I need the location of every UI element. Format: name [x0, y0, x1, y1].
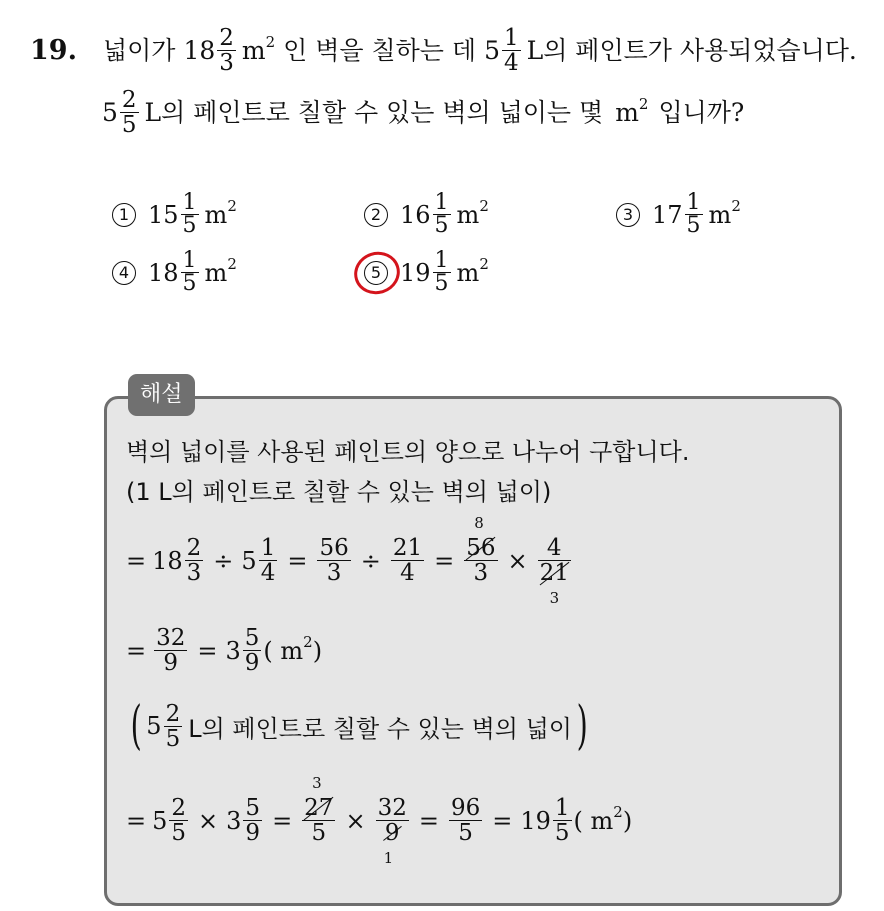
choice-number-icon: 5 [364, 261, 388, 285]
paint-new-mixed-number: 5 $\frac{2}{5}$ [102, 87, 137, 138]
question-text-d: L의 페인트로 칠할 수 있는 벽의 넓이는 몇 [144, 97, 604, 127]
question-line-1: 19. 넓이가 18 $\frac{2}{3}$ m 2 인 벽을 칠하는 데 5 $\frac{1}{4}$ L의 페인트가 사용되었습니다. [30, 25, 857, 76]
question-number: 19. [30, 34, 77, 66]
question-text-b: 인 벽을 칠하는 데 [283, 35, 477, 65]
choice-1[interactable]: 1 15 $\frac{1}{5}$ m 2 [112, 192, 237, 237]
solution-tag: 해설 [128, 374, 195, 416]
solution-equation-1: = 18 $\frac{2}{3}$ ÷ 5 $\frac{1}{4}$ = $\frac{56}{3}$ ÷ $\frac{21}{4}$ = 8 56 3 × 4 21 3 [126, 514, 569, 607]
question-text-c: L의 페인트가 사용되었습니다. [526, 35, 857, 65]
choice-2[interactable]: 2 16 $\frac{1}{5}$ m 2 [364, 192, 489, 237]
choice-number-icon: 3 [616, 203, 640, 227]
solution-equation-3: = 5 $\frac{2}{5}$ × 3 $\frac{5}{9}$ = 3 27 5 × 32 9 1 = $\frac{96}{5}$ = 19 $\frac{1}{5}$ ( m 2 ) [126, 774, 633, 867]
solution-line-2: (1 L의 페인트로 칠할 수 있는 벽의 넓이) [126, 478, 552, 506]
choice-number-icon: 4 [112, 261, 136, 285]
solution-line-1: 벽의 넓이를 사용된 페인트의 양으로 나누어 구합니다. [126, 438, 690, 466]
choice-number-icon: 1 [112, 203, 136, 227]
choice-number-icon: 2 [364, 203, 388, 227]
solution-line-3: ( 5 $\frac{2}{5}$ L의 페인트로 칠할 수 있는 벽의 넓이 ) [130, 696, 588, 756]
choice-5[interactable]: 5 19 $\frac{1}{5}$ m 2 [364, 250, 489, 295]
unit-m: m [241, 35, 266, 65]
solution-equation-2: = $\frac{32}{9}$ = 3 $\frac{5}{9}$ ( m 2 ) [126, 625, 323, 676]
question-text-a: 넓이가 [102, 35, 176, 65]
choice-3[interactable]: 3 17 $\frac{1}{5}$ m 2 [616, 192, 741, 237]
area-mixed-number: 18 $\frac{2}{3}$ [183, 25, 234, 76]
choice-4[interactable]: 4 18 $\frac{1}{5}$ m 2 [112, 250, 237, 295]
question-line-2: 5 $\frac{2}{5}$ L의 페인트로 칠할 수 있는 벽의 넓이는 몇 m 2 입니까? [102, 87, 745, 138]
paint-used-mixed-number: 5 $\frac{1}{4}$ [484, 25, 519, 76]
question-text-e: 입니까? [658, 97, 745, 127]
